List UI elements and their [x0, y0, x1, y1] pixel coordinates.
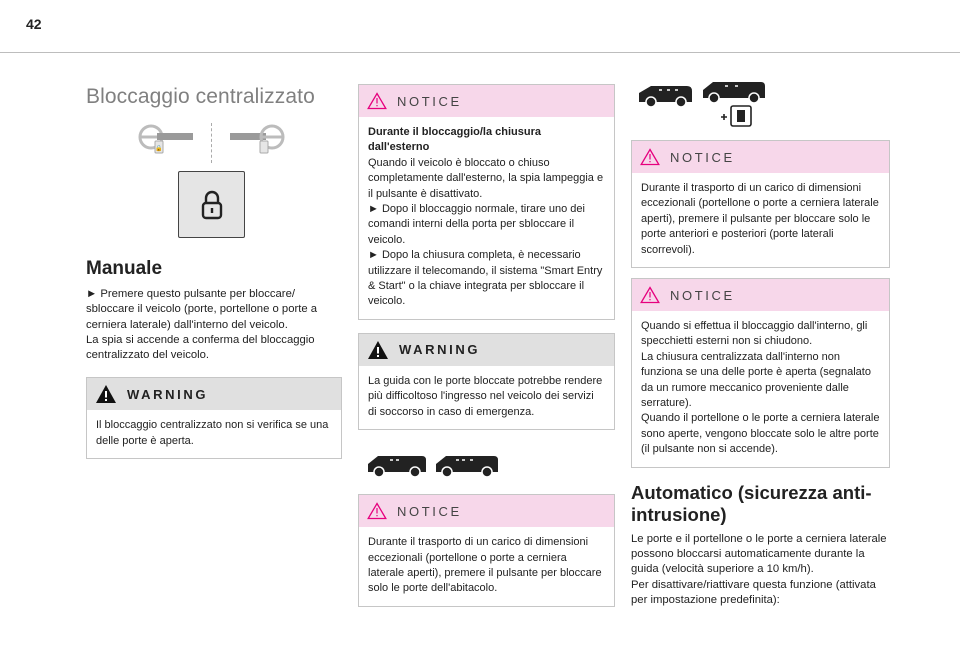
- warning-box: [358, 333, 615, 430]
- notice-text: Durante il trasporto di un carico di dimensioni eccezionali (portellone o porte a cerniera laterale aperti), premere il pulsante per bloccare solo le porte anteriori e posteriori (porte laterali scorrevoli).: [641, 182, 879, 256]
- notice-box: [631, 140, 890, 268]
- warning-icon: [367, 340, 389, 360]
- van-short-icon: [366, 452, 428, 478]
- left-column: [86, 80, 342, 459]
- dashboard-illustration: [80, 123, 342, 163]
- notice-triangle-icon: [367, 92, 387, 110]
- auto-heading: Automatico (sicurezza anti-intrusione): [631, 481, 872, 525]
- middle-column: [358, 84, 615, 607]
- notice-box: [631, 278, 890, 468]
- warning-icon: [95, 384, 117, 404]
- notice-label: NOTICE: [670, 149, 735, 165]
- notice-triangle-icon: [640, 148, 660, 166]
- notice-label: NOTICE: [397, 93, 462, 109]
- notice-label: NOTICE: [397, 503, 462, 519]
- notice-body: [632, 311, 889, 467]
- notice-body: [359, 527, 614, 606]
- vehicle-illustration: [637, 78, 890, 128]
- warning-body: [87, 410, 341, 458]
- warning-header: [359, 334, 614, 366]
- warning-text: Il bloccaggio centralizzato non si verifica se una delle porte è aperta.: [96, 419, 329, 447]
- warning-header: [87, 378, 341, 410]
- steering-wheel-right-icon: [224, 123, 294, 163]
- padlock-icon: [200, 190, 224, 220]
- lock-button[interactable]: [178, 171, 245, 238]
- divider-dashed: [211, 123, 212, 163]
- rear-door-lock-icon: [701, 104, 767, 128]
- notice-header: [359, 495, 614, 527]
- notice-text: Quando il veicolo è bloccato o chiuso completamente dall'esterno, la spia lampeggia e il pulsante è disattivato. ► Dopo il bloccaggio normale, tirare uno dei comandi interni della porta per sbloccare il veicolo. ► Dopo la chiusura completa, è necessario utilizzare il telecomando, il sistema "Smart Entry & Start" o la chiave integrata per sbloccare il veicolo.: [368, 156, 604, 308]
- page-number: 42: [26, 16, 42, 32]
- notice-title: Durante il bloccaggio/la chiusura dall'esterno: [368, 126, 541, 154]
- minivan-icon: [637, 78, 695, 108]
- warning-label: WARNING: [399, 342, 481, 358]
- manual-text: ► Premere questo pulsante per bloccare/ sbloccare il veicolo (porte, portellone o porte a cerniera laterale) dall'interno del veicolo. La spia si accende a conferma del bloccaggio centralizzato del veicolo.: [86, 288, 318, 362]
- warning-body: [359, 366, 614, 429]
- warning-label: WARNING: [127, 386, 209, 402]
- notice-label: NOTICE: [670, 287, 735, 303]
- notice-triangle-icon: [640, 286, 660, 304]
- van-with-door-icon-group: [701, 78, 767, 128]
- notice-body: [359, 117, 614, 319]
- notice-box: [358, 84, 615, 320]
- van-long-icon: [434, 452, 500, 478]
- notice-box: [358, 494, 615, 607]
- section-title: Bloccaggio centralizzato: [86, 85, 315, 108]
- auto-text: Le porte e il portellone o le porte a cerniera laterale possono bloccarsi automaticamente durante la guida (velocità superiore a 10 km/h). Per disattivare/riattivare questa funzione (attivata per impostazione predefinita):: [631, 532, 887, 606]
- notice-header: [632, 141, 889, 173]
- warning-box: [86, 377, 342, 459]
- warning-text: La guida con le porte bloccate potrebbe rendere più difficoltoso l'ingresso nel veicolo dei servizi di soccorso in caso di emergenza.: [368, 374, 603, 418]
- van-icon: [701, 78, 767, 104]
- notice-triangle-icon: [367, 502, 387, 520]
- notice-header: [632, 279, 889, 311]
- notice-header: [359, 85, 614, 117]
- notice-text: Quando si effettua il bloccaggio dall'interno, gli specchietti esterni non si chiudono. La chiusura centralizzata dall'interno non funziona se una delle porte è aperta (segnalato da un rumore meccanico proveniente dalle serrature). Quando il portellone o le porte a cerniera laterale sono aperte, vengono bloccate solo le altre porte (il pulsante non si accende).: [641, 320, 880, 456]
- svg-text:🔒: 🔒: [154, 145, 163, 152]
- notice-text: Durante il trasporto di un carico di dimensioni eccezionali (portellone o porte a cerniera laterale aperti), premere il pulsante per bloccare solo le porte dell'abitacolo.: [368, 536, 602, 595]
- notice-body: [632, 173, 889, 267]
- manual-heading: Manuale: [86, 258, 163, 279]
- vehicle-illustration: [366, 452, 615, 478]
- steering-wheel-left-icon: [129, 123, 199, 163]
- header-divider: [0, 52, 960, 53]
- right-column: [631, 78, 890, 608]
